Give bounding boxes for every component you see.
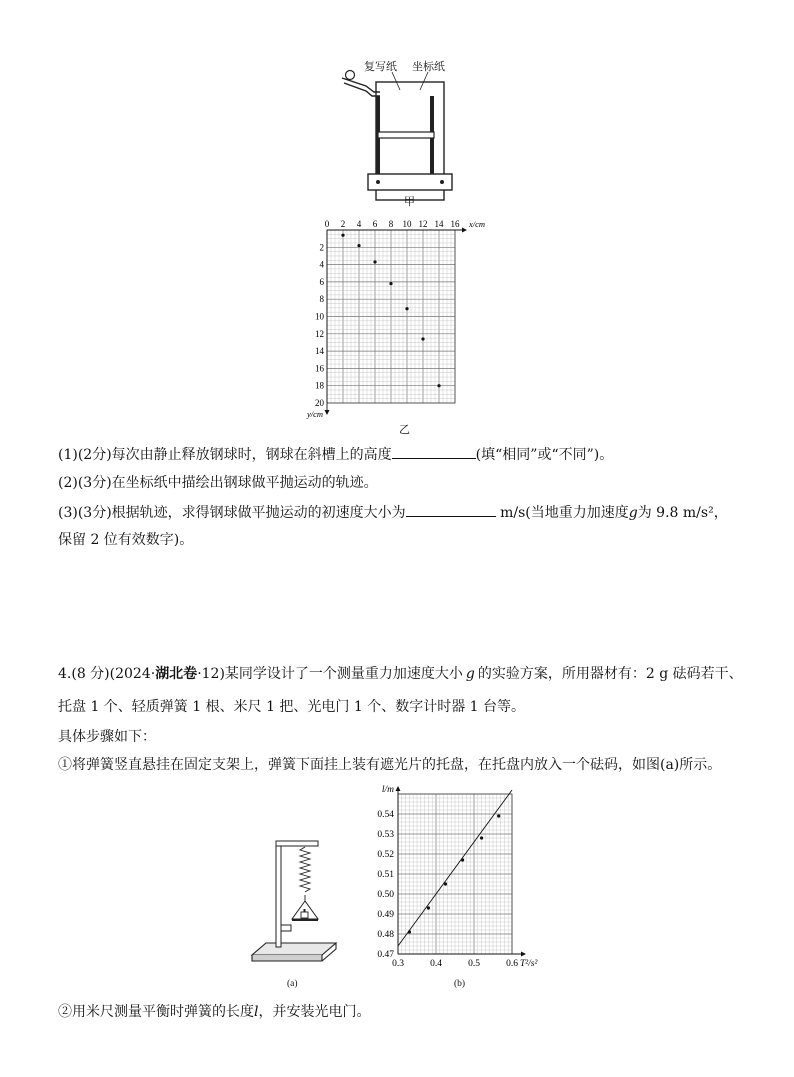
data-point: [461, 858, 464, 861]
y-tick-label: 0.49: [377, 910, 394, 920]
y-tick-label: 4: [319, 259, 324, 270]
data-point: [341, 234, 344, 237]
spring-apparatus-drawing: [248, 835, 348, 970]
y-axis-arrow: [325, 410, 330, 415]
question-3-line2: 保留 2 位有效数字)。: [58, 532, 194, 548]
caption-yi: 乙: [399, 424, 410, 436]
x-tick-label: 0.6: [506, 959, 518, 969]
y-tick-label: 12: [315, 328, 324, 339]
problem-4-line1: [58, 664, 743, 684]
x-tick-label: 6: [372, 219, 378, 229]
y-tick-label: 18: [315, 380, 324, 391]
symbol-l: l: [254, 1004, 259, 1020]
y-tick-label: 0.51: [377, 870, 394, 880]
question-3-mid: m/s(当地重力加速度: [495, 505, 629, 521]
problem-4-text-a: 某同学设计了一个测量重力加速度大小: [224, 666, 463, 682]
y-tick-label: 0.53: [377, 830, 394, 840]
problem-4-step2: [58, 1002, 370, 1022]
question-1: [58, 444, 613, 465]
x-tick-label: 16: [450, 219, 460, 229]
y-tick-label: 0.52: [377, 850, 394, 860]
data-point: [389, 282, 392, 285]
data-point: [480, 836, 483, 839]
caption-b: (b): [454, 979, 466, 989]
x-axis-arrow: [462, 228, 467, 233]
y-tick-label: 2: [319, 242, 324, 253]
x-tick-label: 2: [340, 219, 346, 229]
y-tick-label: 20: [315, 398, 324, 408]
data-point: [405, 307, 408, 310]
problem-4-line3: 具体步骤如下：: [58, 729, 156, 745]
question-3: [58, 502, 728, 523]
data-point: [421, 337, 424, 340]
problem-4-line2: 托盘 1 个、轻质弹簧 1 根、米尺 1 把、光电门 1 个、数字计时器 1 台等。: [58, 699, 526, 715]
x-tick-label: 0: [324, 219, 330, 229]
y-tick-label: 0.47: [377, 950, 394, 960]
problem-4-number: 4.(8 分)(2024·: [58, 666, 156, 682]
apparatus-drawing: [330, 52, 470, 212]
caption-a: (a): [287, 979, 298, 989]
label-grid-paper: 坐标纸: [412, 61, 445, 73]
figure-jia: [330, 52, 470, 212]
y-tick-label: 0.54: [377, 810, 394, 820]
x-tick-label: 12: [418, 219, 428, 229]
y-tick-label: 8: [319, 294, 324, 305]
label-carbon-paper: 复写纸: [364, 61, 397, 73]
symbol-g-2: g: [465, 666, 475, 682]
y-tick-label: 14: [315, 346, 324, 357]
y-tick-label: 0.48: [377, 930, 394, 940]
question-1-suffix: (填“相同”或“不同”)。: [475, 447, 614, 463]
problem-4-step2-b: ，并安装光电门。: [258, 1004, 371, 1020]
problem-4-step1: ①将弹簧竖直悬挂在固定支架上，弹簧下面挂上装有遮光片的托盘，在托盘内放入一个砝码，如图(a)所示。: [58, 757, 722, 773]
data-point: [408, 930, 411, 933]
data-point: [373, 260, 376, 263]
y-tick-label: 0.50: [377, 890, 394, 900]
question-1-prefix: (1)(2分)每次由静止释放钢球时，钢球在斜槽上的高度: [58, 447, 392, 463]
problem-4-source: 湖北卷: [155, 666, 198, 682]
figure-a-apparatus: [248, 835, 348, 970]
question-2: (2)(3分)在坐标纸中描绘出钢球做平抛运动的轨迹。: [58, 475, 378, 491]
x-tick-label: 0.5: [468, 959, 480, 969]
data-point: [444, 882, 447, 885]
x-tick-label: 4: [356, 219, 362, 229]
x-axis-label: T²/s²: [520, 959, 538, 969]
x-tick-label: 0.3: [392, 959, 404, 969]
y-tick-label: 16: [315, 363, 324, 374]
y-axis-label: l/m: [381, 785, 394, 795]
y-tick-label: 6: [319, 276, 324, 287]
x-tick-label: 0.4: [430, 959, 442, 969]
data-point: [427, 906, 430, 909]
y-axis-label: y/cm: [306, 409, 323, 419]
answer-blank-3[interactable]: [406, 502, 496, 517]
caption-jia: 甲: [404, 196, 415, 208]
question-3-prefix: (3)(3分)根据轨迹，求得钢球做平抛运动的初速度大小为: [58, 505, 406, 521]
data-point: [357, 244, 360, 247]
x-axis-label: x/cm: [469, 219, 486, 229]
x-tick-label: 14: [434, 219, 444, 229]
data-point: [437, 384, 440, 387]
y-tick-label: 10: [315, 311, 324, 322]
question-3-suffix: 为 9.8 m/s²，: [637, 505, 728, 521]
problem-4-step2-a: ②用米尺测量平衡时弹簧的长度: [58, 1004, 254, 1020]
x-tick-label: 10: [402, 219, 412, 229]
symbol-g: g: [628, 505, 638, 521]
x-tick-label: 8: [388, 219, 394, 229]
problem-4-source-tail: ·12): [197, 666, 225, 682]
trajectory-chart: [290, 215, 486, 425]
answer-blank-1[interactable]: [392, 444, 476, 459]
x-axis-arrow: [521, 952, 526, 957]
l-vs-T2-chart: [352, 784, 552, 976]
data-point: [497, 814, 500, 817]
problem-4-text-b: 的实验方案，所用器材有：2 g 砝码若干、: [477, 666, 743, 682]
y-axis-arrow: [396, 786, 401, 791]
